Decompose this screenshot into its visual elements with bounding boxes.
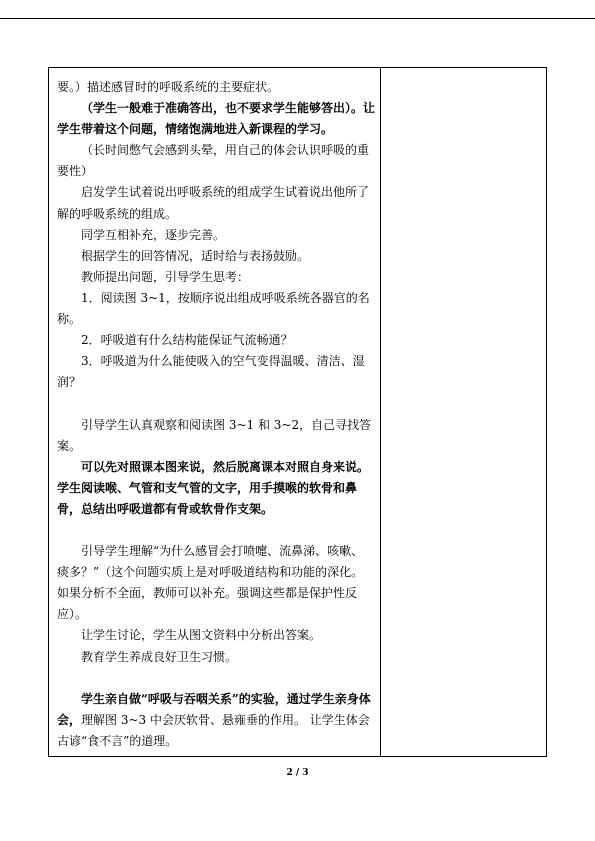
spacer	[57, 520, 375, 541]
paragraph-peer-supplement: 同学互相补充，逐步完善。	[81, 227, 226, 242]
spacer	[57, 393, 375, 414]
lesson-table	[48, 67, 547, 757]
paragraph-observe-figures: 引导学生认真观察和阅读图 3~1 和 3~2，自己寻找答案。	[57, 417, 372, 453]
page-number: 2 / 3	[286, 768, 309, 778]
paragraph-praise: 根据学生的回答情况，适时给与表扬鼓励。	[81, 248, 310, 263]
paragraph-hygiene: 教育学生养成良好卫生习惯。	[81, 649, 238, 664]
paragraph-system-composition: 启发学生试着说出呼吸系统的组成学生试着说出他所了解的呼吸系统的组成。	[57, 185, 370, 221]
paragraph-student-answer: （学生一般难于准确答出，也不要求学生能够答出）。让学生带着这个问题，情绪饱满地进入新课程的学习。	[57, 101, 376, 137]
paragraph-cold-symptoms: 引导学生理解“为什么感冒会打喷嚏、流鼻涕、咳嗽、痰多？”（这个问题实质上是对呼吸道结构和功能的深化。如果分析不全面，教师可以补充。强调这些都是保护性反应）。	[57, 544, 364, 622]
question-3: 3．呼吸道为什么能使吸入的空气变得温暖、清洁、湿润？	[57, 354, 365, 390]
column-divider	[380, 68, 381, 756]
spacer	[57, 668, 375, 689]
paragraph-breath-holding: （长时间憋气会感到头晕，用自己的体会认识呼吸的重要性）	[57, 143, 370, 179]
question-2: 2．呼吸道有什么结构能保证气流畅通？	[81, 333, 293, 348]
header-rule	[0, 18, 595, 19]
paragraph-skeleton-support: 可以先对照课本图来说，然后脱离课本对照自身来说。学生阅读喉、气管和支气管的文字，用手摸喉的软骨和鼻骨，总结出呼吸道都有骨或软骨作支架。	[57, 459, 370, 516]
paragraph-discussion: 让学生讨论，学生从图文资料中分析出答案。	[81, 628, 322, 643]
lesson-content-cell	[57, 77, 375, 752]
paragraph-experiment: 学生亲自做“呼吸与吞咽关系”的实验，通过学生亲身体会，理解图 3~3 中会厌软骨、悬雍垂的作用。 让学生体会古谚“食不言”的道理。	[57, 691, 371, 748]
paragraph-teacher-questions: 教师提出问题，引导学生思考：	[81, 269, 250, 284]
question-1: 1．阅读图 3~1，按顺序说出组成呼吸系统各器官的名称。	[57, 290, 370, 327]
paragraph-symptoms: 要。）描述感冒时的呼吸系统的主要症状。	[57, 80, 280, 94]
